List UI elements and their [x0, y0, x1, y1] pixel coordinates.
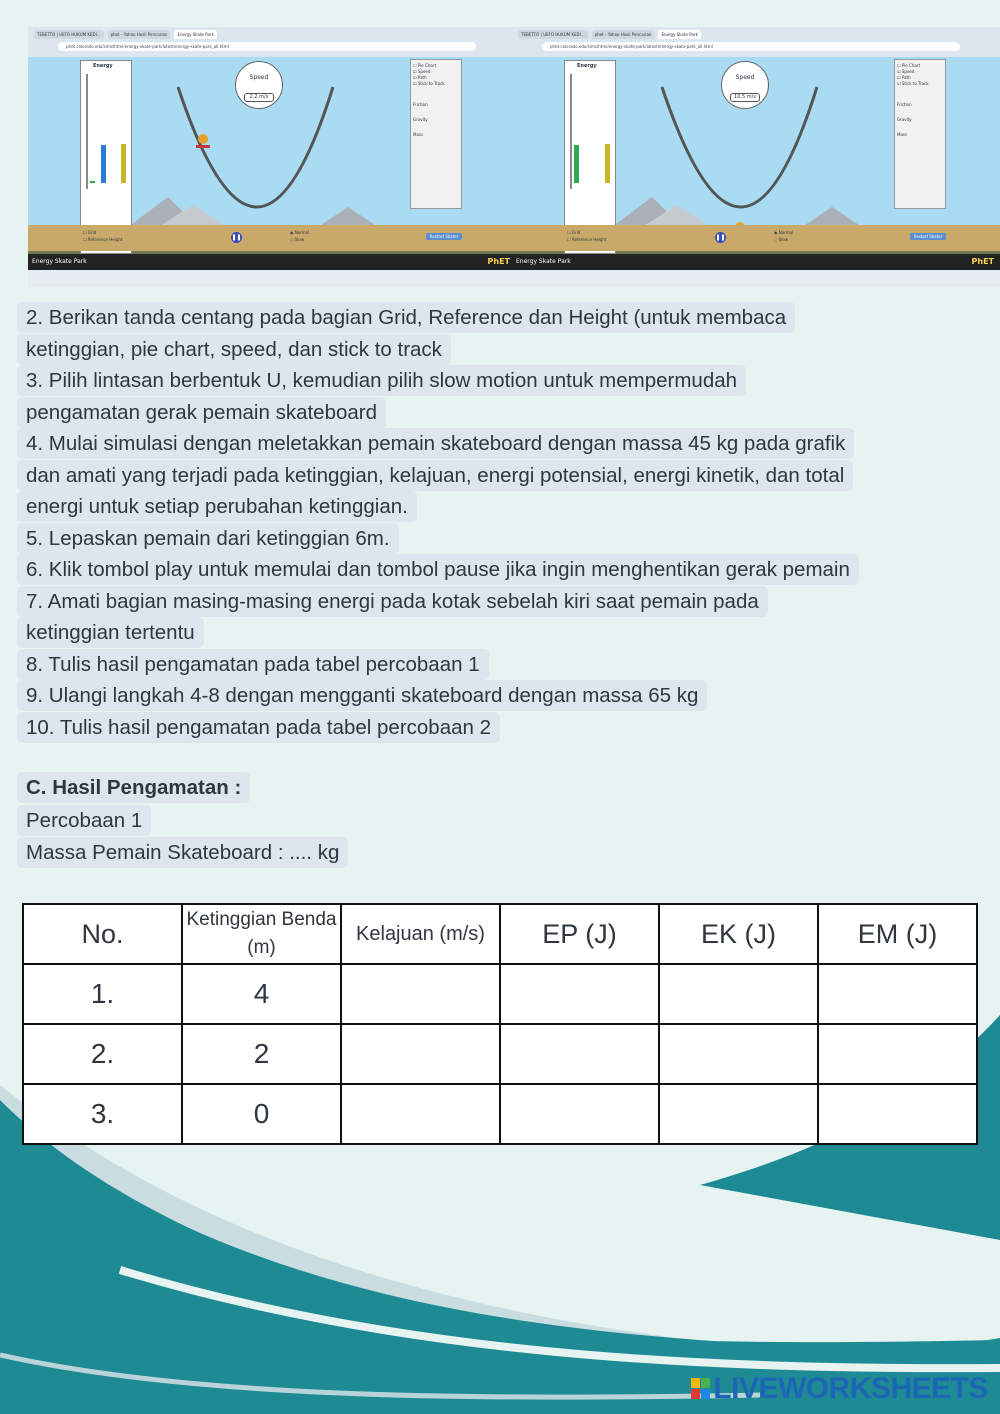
option-path[interactable]: ☑ Path [897, 75, 911, 80]
windows-taskbar [512, 270, 1000, 287]
mass-label: Mass [897, 132, 908, 137]
header-no: No. [23, 904, 182, 964]
cell-ep-input[interactable] [500, 964, 659, 1024]
cell-height: 2 [182, 1024, 341, 1084]
header-height: Ketinggian Benda (m) [182, 904, 341, 964]
header-speed: Kelajuan (m/s) [341, 904, 500, 964]
friction-label: Friction [413, 102, 428, 107]
header-ek: EK (J) [659, 904, 818, 964]
gravity-label: Gravity [897, 117, 912, 122]
reference-height-checkbox[interactable]: ☐ Reference Height [83, 237, 123, 242]
mass-label: Mass [413, 132, 424, 137]
browser-chrome [28, 27, 516, 57]
procedure-steps [17, 306, 992, 747]
cell-ek-input[interactable] [659, 1024, 818, 1084]
simulation-screenshot-1 [28, 27, 516, 287]
control-bar [512, 225, 1000, 251]
header-em: EM (J) [818, 904, 977, 964]
brand-text: LIVEWORKSHEETS [713, 1372, 988, 1405]
section-heading: C. Hasil Pengamatan : [17, 776, 250, 800]
restart-skater-button[interactable]: Restart Skater [426, 233, 462, 240]
option-stick-to-track[interactable]: ☑ Stick to Track [897, 81, 929, 86]
liveworksheets-logo[interactable] [691, 1372, 988, 1406]
gravity-label: Gravity [413, 117, 428, 122]
grid-checkbox[interactable]: ☐ Grid [83, 230, 97, 235]
step-line: energi untuk setiap perubahan ketinggian. [17, 495, 992, 519]
cell-height: 0 [182, 1084, 341, 1144]
experiment-label: Percobaan 1 [17, 809, 151, 833]
gauge-label: Speed [735, 74, 755, 81]
phet-logo[interactable]: PhET [971, 257, 994, 266]
browser-tab-active[interactable]: Energy Skate Park [174, 30, 216, 39]
mass-label: Massa Pemain Skateboard : .... kg [17, 841, 348, 865]
cell-no: 3. [23, 1084, 182, 1144]
table-row [23, 964, 977, 1024]
step-line: 4. Mulai simulasi dengan meletakkan pemain skateboard dengan massa 45 kg pada grafik [17, 432, 992, 456]
option-pie-chart[interactable]: ☐ Pie Chart [897, 63, 921, 68]
option-pie-chart[interactable]: ☐ Pie Chart [413, 63, 437, 68]
browser-tab[interactable]: TEBETTO | UEFO HUKUM KEDI... [34, 30, 104, 39]
friction-label: Friction [897, 102, 912, 107]
cell-no: 2. [23, 1024, 182, 1084]
step-line: ketinggian, pie chart, speed, dan stick to track [17, 338, 992, 362]
speed-readout: 2.2 m/s [244, 93, 274, 102]
step-line: 10. Tulis hasil pengamatan pada tabel percobaan 2 [17, 716, 992, 740]
sim-navbar [512, 254, 1000, 270]
step-line: dan amati yang terjadi pada ketinggian, kelajuan, energi potensial, energi kinetik, dan total [17, 464, 992, 488]
step-line: 6. Klik tombol play untuk memulai dan tombol pause jika ingin menghentikan gerak pemain [17, 558, 992, 582]
step-line: 9. Ulangi langkah 4-8 dengan mengganti skateboard dengan massa 65 kg [17, 684, 992, 708]
liveworksheets-logo-icon [691, 1378, 711, 1400]
simulation-screenshot-2 [512, 27, 1000, 287]
option-speed[interactable]: ☑ Speed [413, 69, 431, 74]
grid-checkbox[interactable]: ☐ Grid [567, 230, 581, 235]
table-header-row [23, 904, 977, 964]
cell-speed-input[interactable] [341, 1084, 500, 1144]
cell-ek-input[interactable] [659, 964, 818, 1024]
options-panel [894, 59, 946, 209]
speed-readout: 10.5 m/s [730, 93, 760, 102]
cell-em-input[interactable] [818, 964, 977, 1024]
table-row [23, 1084, 977, 1144]
browser-tab[interactable]: TEBETTO | UEFO HUKUM KEDI... [518, 30, 588, 39]
cell-ep-input[interactable] [500, 1084, 659, 1144]
step-line: ketinggian tertentu [17, 621, 992, 645]
browser-tab[interactable]: phet - Yahoo Hasil Pencarian [592, 30, 655, 39]
restart-skater-button[interactable]: Restart Skater [910, 233, 946, 240]
sim-navbar [28, 254, 516, 270]
gauge-label: Speed [249, 74, 269, 81]
step-line: 7. Amati bagian masing-masing energi pada kotak sebelah kiri saat pemain pada [17, 590, 992, 614]
step-line: 2. Berikan tanda centang pada bagian Grid, Reference dan Height (untuk membaca [17, 306, 992, 330]
address-bar[interactable]: phet.colorado.edu/sims/html/energy-skate-park/latest/energy-skate-park_all.html [542, 42, 960, 51]
cell-em-input[interactable] [818, 1084, 977, 1144]
slow-radio[interactable]: ○ Slow [774, 237, 789, 242]
energy-title: Energy [577, 63, 597, 69]
pause-button[interactable]: ❚❚ [715, 234, 726, 241]
cell-speed-input[interactable] [341, 964, 500, 1024]
browser-chrome [512, 27, 1000, 57]
cell-height: 4 [182, 964, 341, 1024]
browser-tab-active[interactable]: Energy Skate Park [658, 30, 700, 39]
cell-em-input[interactable] [818, 1024, 977, 1084]
step-line: 8. Tulis hasil pengamatan pada tabel percobaan 1 [17, 653, 992, 677]
cell-speed-input[interactable] [341, 1024, 500, 1084]
cell-ek-input[interactable] [659, 1084, 818, 1144]
normal-radio[interactable]: ◉ Normal [290, 230, 310, 235]
normal-radio[interactable]: ◉ Normal [774, 230, 794, 235]
sim-name: Energy Skate Park [32, 258, 87, 265]
phet-logo[interactable]: PhET [487, 257, 510, 266]
table-row [23, 1024, 977, 1084]
pause-button[interactable]: ❚❚ [231, 234, 242, 241]
energy-title: Energy [93, 63, 113, 69]
speed-gauge [235, 61, 283, 109]
option-stick-to-track[interactable]: ☑ Stick to Track [413, 81, 445, 86]
step-line: 5. Lepaskan pemain dari ketinggian 6m. [17, 527, 992, 551]
slow-radio[interactable]: ○ Slow [290, 237, 305, 242]
windows-taskbar [28, 270, 516, 287]
reference-height-checkbox[interactable]: ☐ Reference Height [567, 237, 607, 242]
browser-tab[interactable]: phet - Yahoo Hasil Pencarian [108, 30, 171, 39]
option-speed[interactable]: ☑ Speed [897, 69, 915, 74]
observation-table [22, 903, 978, 1145]
option-path[interactable]: ☑ Path [413, 75, 427, 80]
control-bar [28, 225, 516, 251]
cell-ep-input[interactable] [500, 1024, 659, 1084]
address-bar[interactable]: phet.colorado.edu/sims/html/energy-skate-park/latest/energy-skate-park_all.html [58, 42, 476, 51]
sim-name: Energy Skate Park [516, 258, 571, 265]
header-ep: EP (J) [500, 904, 659, 964]
step-line: 3. Pilih lintasan berbentuk U, kemudian pilih slow motion untuk mempermudah [17, 369, 992, 393]
options-panel [410, 59, 462, 209]
cell-no: 1. [23, 964, 182, 1024]
step-line: pengamatan gerak pemain skateboard [17, 401, 992, 425]
speed-gauge [721, 61, 769, 109]
